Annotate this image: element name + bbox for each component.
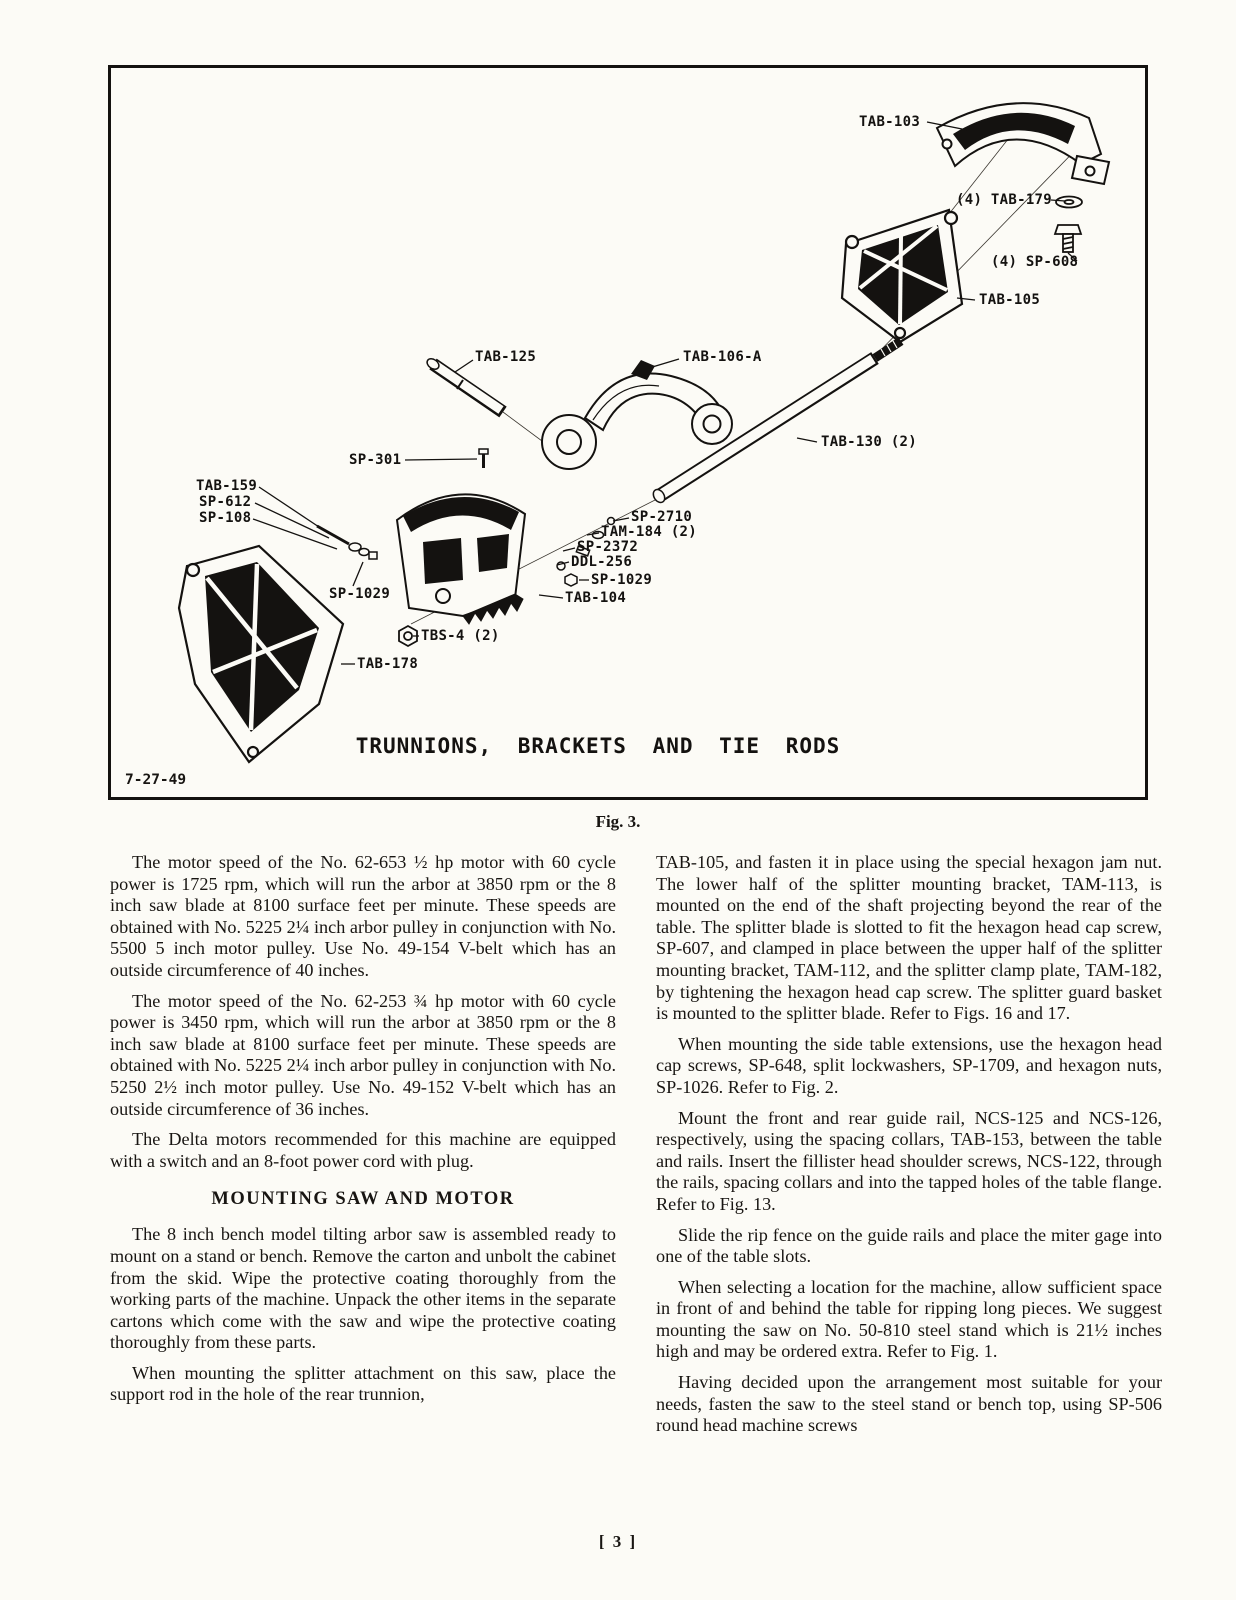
part-label-tam-184: TAM-184 (2) xyxy=(601,524,698,540)
section-heading-mounting-saw-and-motor: MOUNTING SAW AND MOTOR xyxy=(211,1189,515,1210)
figure-3-diagram xyxy=(108,65,1148,800)
exploded-view-drawing xyxy=(111,68,1145,797)
body-paragraph: Mount the front and rear guide rail, NCS-125 and NCS-126, respectively, using the spacing collars, TAB-153, between the table and rails. Insert the fillister head shoulder screws, NCS-122, through the rails, spacing collars and into the tapped holes of the table flange. Refer to Fig. 13. xyxy=(656,1107,1162,1214)
figure-date: 7-27-49 xyxy=(125,772,187,788)
part-label-tab-179: (4) TAB-179 xyxy=(956,192,1053,208)
part-label-sp-2372: SP-2372 xyxy=(577,539,639,555)
part-label-sp-1029-right: SP-1029 xyxy=(591,572,653,588)
body-paragraph: TAB-105, and fasten it in place using the special hexagon jam nut. The lower half of the splitter mounting bracket, TAM-113, is mounted on the end of the shaft projecting beyond the rear of the table. The splitter blade is slotted to fit the hexagon head cap screw, SP-607, and clamped in place between the upper half of the splitter mounting bracket, TAM-112, and the splitter clamp plate, TAM-182, by tightening the hexagon head cap screw. The splitter guard basket is mounted to the splitter blade. Refer to Figs. 16 and 17. xyxy=(656,852,1162,1024)
part-sp-301-screw xyxy=(479,449,488,468)
body-paragraph: When mounting the side table extensions, use the hexagon head cap screws, SP-648, split lockwashers, SP-1709, and hexagon nuts, SP-1026. Refer to Fig. 2. xyxy=(656,1033,1162,1097)
body-paragraph: The motor speed of the No. 62-253 ¾ hp motor with 60 cycle power is 3450 rpm, which will run the arbor at 3850 rpm or the 8 inch saw blade at 8100 surface feet per minute. These speeds are obtained with No. 5225 2¼ inch arbor pulley in conjunction with No. 5250 2½ inch motor pulley. Use No. 49-152 V-belt which has an outside circumference of 36 inches. xyxy=(110,990,616,1119)
body-paragraph: When mounting the splitter attachment on this saw, place the support rod in the hole of the rear trunnion, xyxy=(110,1362,616,1405)
hardware-left-cluster xyxy=(317,526,377,559)
part-tab-130-rod xyxy=(651,341,901,505)
part-label-ddl-256: DDL-256 xyxy=(571,554,633,570)
part-tab-105 xyxy=(842,210,962,342)
part-label-sp-108: SP-108 xyxy=(199,510,252,526)
part-label-tab-105: TAB-105 xyxy=(979,292,1041,308)
part-tab-178 xyxy=(179,546,343,762)
part-label-sp-612: SP-612 xyxy=(199,494,252,510)
part-label-sp-301: SP-301 xyxy=(349,452,402,468)
part-label-tab-104: TAB-104 xyxy=(565,590,627,606)
part-label-tab-125: TAB-125 xyxy=(475,349,537,365)
figure-title: TRUNNIONS, BRACKETS AND TIE RODS xyxy=(355,734,841,758)
body-paragraph: Slide the rip fence on the guide rails and place the miter gage into one of the table slots. xyxy=(656,1224,1162,1267)
body-paragraph: Having decided upon the arrangement most suitable for your needs, fasten the saw to the steel stand or bench top, using SP-506 round head machine screws xyxy=(656,1372,1162,1436)
part-label-tbs-4: TBS-4 (2) xyxy=(421,628,500,644)
part-label-sp-2710: SP-2710 xyxy=(631,509,693,525)
part-label-sp-1029-left: SP-1029 xyxy=(329,586,391,602)
body-paragraph: When selecting a location for the machine, allow sufficient space in front of and behind the table for ripping long pieces. We suggest mounting the saw on No. 50-810 steel stand which is 21½ inches high and may be ordered extra. Refer to Fig. 1. xyxy=(656,1276,1162,1362)
body-paragraph: The motor speed of the No. 62-653 ½ hp motor with 60 cycle power is 1725 rpm, which will run the arbor at 3850 rpm or the 8 inch saw blade at 8100 surface feet per minute. These speeds are obtained with No. 5225 2¼ inch arbor pulley in conjunction with No. 5500 5 inch motor pulley. Use No. 49-154 V-belt which has an outside circumference of 40 inches. xyxy=(110,852,616,980)
page-number: [ 3 ] xyxy=(598,1532,638,1551)
body-paragraph: The 8 inch bench model tilting arbor saw is assembled ready to mount on a stand or bench. Remove the carton and unbolt the cabinet from the skid. Wipe the protective coating thoroughly from the working parts of the machine. Unpack the other items in the separate cartons which come with the saw and wipe the protective coating thoroughly from these parts. xyxy=(110,1224,616,1353)
part-tab-106a xyxy=(542,360,732,469)
part-label-tab-130: TAB-130 (2) xyxy=(821,434,918,450)
part-label-sp-608: (4) SP-608 xyxy=(991,254,1079,270)
part-label-tab-159: TAB-159 xyxy=(196,478,258,494)
part-label-tab-106a: TAB-106-A xyxy=(683,349,762,365)
body-text xyxy=(110,852,1162,1524)
part-tab-104 xyxy=(397,494,525,624)
right-column xyxy=(656,852,1162,1524)
part-tab-103 xyxy=(937,103,1109,184)
figure-caption: Fig. 3. xyxy=(595,812,641,831)
part-label-tab-103: TAB-103 xyxy=(859,114,921,130)
body-paragraph: The Delta motors recommended for this machine are equipped with a switch and an 8-foot power cord with plug. xyxy=(110,1129,616,1171)
part-label-tab-178: TAB-178 xyxy=(357,656,419,672)
left-column xyxy=(110,852,616,1524)
part-sp-608-bolt xyxy=(1055,225,1081,252)
part-tab-179-washer xyxy=(1056,197,1082,208)
